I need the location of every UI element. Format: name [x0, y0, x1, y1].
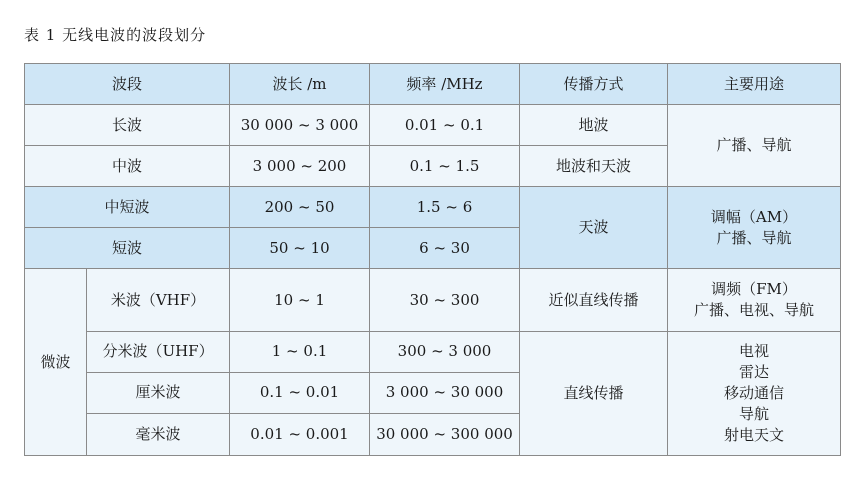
use-cell: [668, 331, 841, 455]
band-name: 长波: [25, 105, 230, 146]
use-cell: [668, 269, 841, 331]
header-propagation: 传播方式: [520, 64, 668, 105]
wavelength-cell: 30 000 ~ 3 000: [230, 105, 370, 146]
table-row: [25, 105, 841, 146]
band-name: 中短波: [25, 187, 230, 228]
wavelength-cell: 0.01 ~ 0.001: [230, 413, 370, 455]
use-line: 射电天文: [724, 425, 785, 444]
wavelength-cell: 200 ~ 50: [230, 187, 370, 228]
band-name: 米波（VHF）: [87, 269, 230, 331]
propagation-cell: 天波: [520, 187, 668, 269]
frequency-cell: 300 ~ 3 000: [370, 331, 520, 372]
frequency-cell: 6 ~ 30: [370, 228, 520, 269]
propagation-cell: 地波: [520, 105, 668, 146]
band-name: 分米波（UHF）: [87, 331, 230, 372]
wavelength-cell: 10 ~ 1: [230, 269, 370, 331]
use-line: 调频（FM）: [711, 280, 797, 299]
use-line: 广播、电视、导航: [694, 301, 815, 320]
band-name: 厘米波: [87, 372, 230, 413]
propagation-cell: 地波和天波: [520, 146, 668, 187]
use-line: 导航: [739, 404, 770, 423]
band-name: 中波: [25, 146, 230, 187]
use-cell: [668, 187, 841, 269]
frequency-cell: 30 000 ~ 300 000: [370, 413, 520, 455]
table-row: [25, 187, 841, 228]
wavelength-cell: 3 000 ~ 200: [230, 146, 370, 187]
table-row: [25, 331, 841, 372]
band-name: 毫米波: [87, 413, 230, 455]
frequency-cell: 0.1 ~ 1.5: [370, 146, 520, 187]
wavelength-cell: 1 ~ 0.1: [230, 331, 370, 372]
table-caption: 表 1 无线电波的波段划分: [24, 26, 207, 44]
use-line: 电视: [739, 341, 770, 360]
frequency-cell: 0.01 ~ 0.1: [370, 105, 520, 146]
wavelength-cell: 50 ~ 10: [230, 228, 370, 269]
wavelength-cell: 0.1 ~ 0.01: [230, 372, 370, 413]
frequency-cell: 3 000 ~ 30 000: [370, 372, 520, 413]
propagation-cell: 近似直线传播: [520, 269, 668, 331]
use-line: 调幅（AM）: [710, 207, 798, 226]
use-line: 广播、导航: [716, 228, 792, 247]
use-line: 雷达: [739, 362, 770, 381]
header-band: 波段: [25, 64, 230, 105]
radio-band-table: [24, 63, 841, 456]
frequency-cell: 1.5 ~ 6: [370, 187, 520, 228]
use-cell: 广播、导航: [668, 105, 841, 187]
frequency-cell: 30 ~ 300: [370, 269, 520, 331]
header-row: [25, 64, 841, 105]
band-name: 短波: [25, 228, 230, 269]
use-line: 移动通信: [724, 383, 785, 402]
header-wavelength: 波长 /m: [230, 64, 370, 105]
microwave-group-label: 微波: [25, 269, 87, 456]
propagation-cell: 直线传播: [520, 331, 668, 455]
header-frequency: 频率 /MHz: [370, 64, 520, 105]
table-row: [25, 269, 841, 331]
header-use: 主要用途: [668, 64, 841, 105]
